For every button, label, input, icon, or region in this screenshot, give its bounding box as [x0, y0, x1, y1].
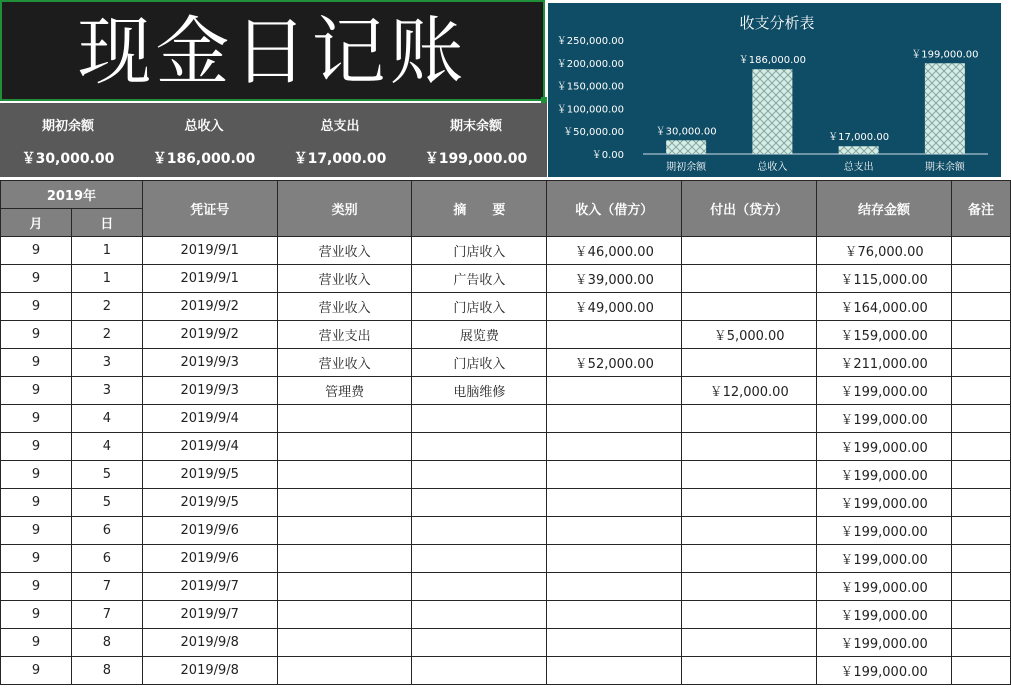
cell-month[interactable]: 9: [1, 237, 72, 265]
cell-income[interactable]: [547, 433, 682, 461]
cell-note[interactable]: [952, 461, 1011, 489]
table-row: [1, 433, 1011, 461]
cell-expense[interactable]: [682, 293, 817, 321]
cell-category[interactable]: [277, 433, 412, 461]
cell-note[interactable]: [952, 517, 1011, 545]
cell-note[interactable]: [952, 293, 1011, 321]
cell-category[interactable]: [277, 489, 412, 517]
cell-balance[interactable]: ￥115,000.00: [817, 265, 952, 293]
x-tick-label: 总支出: [843, 162, 874, 173]
header-category[interactable]: 类别: [277, 181, 412, 237]
cell-expense[interactable]: [682, 461, 817, 489]
table-row: [1, 573, 1011, 601]
cell-expense[interactable]: [682, 237, 817, 265]
cell-balance[interactable]: ￥199,000.00: [817, 657, 952, 685]
summary-label: 总收入: [184, 119, 224, 134]
cell-balance[interactable]: ￥199,000.00: [817, 517, 952, 545]
cell-voucher[interactable]: 2019/9/1: [142, 237, 277, 265]
cell-note[interactable]: [952, 349, 1011, 377]
cell-note[interactable]: [952, 265, 1011, 293]
cell-summary[interactable]: [412, 461, 547, 489]
bar[interactable]: [925, 63, 965, 154]
cell-summary[interactable]: [412, 657, 547, 685]
summary-label: 期初余额: [41, 119, 94, 134]
cell-balance[interactable]: ￥159,000.00: [817, 321, 952, 349]
cell-voucher[interactable]: 2019/9/3: [142, 377, 277, 405]
cell-summary[interactable]: 门店收入: [412, 237, 547, 265]
cell-month[interactable]: 9: [1, 461, 72, 489]
cell-voucher[interactable]: 2019/9/6: [142, 517, 277, 545]
cell-income[interactable]: ￥49,000.00: [547, 293, 682, 321]
cell-income[interactable]: [547, 545, 682, 573]
cell-category[interactable]: 营业支出: [277, 321, 412, 349]
cash-journal-table: [0, 180, 1011, 685]
cell-month[interactable]: 9: [1, 489, 72, 517]
cell-day[interactable]: 1: [71, 265, 142, 293]
x-tick-label: 总收入: [757, 162, 788, 173]
table-row: [1, 517, 1011, 545]
cell-note[interactable]: [952, 237, 1011, 265]
y-tick-label: ￥0.00: [591, 150, 624, 161]
cell-month[interactable]: 9: [1, 321, 72, 349]
bar-series: [656, 49, 979, 154]
cell-summary[interactable]: [412, 545, 547, 573]
cell-month[interactable]: 9: [1, 601, 72, 629]
cell-day[interactable]: 2: [71, 321, 142, 349]
cell-month[interactable]: 9: [1, 349, 72, 377]
year-header[interactable]: 2019年: [1, 181, 143, 209]
cell-voucher[interactable]: 2019/9/7: [142, 573, 277, 601]
x-tick-label: 期末余额: [924, 162, 965, 173]
table-row: [1, 237, 1011, 265]
table-row: [1, 405, 1011, 433]
cell-category[interactable]: [277, 601, 412, 629]
cell-voucher[interactable]: 2019/9/4: [142, 405, 277, 433]
cell-category[interactable]: [277, 461, 412, 489]
cell-note[interactable]: [952, 433, 1011, 461]
cell-balance[interactable]: ￥199,000.00: [817, 545, 952, 573]
bar[interactable]: [839, 146, 879, 154]
cell-balance[interactable]: ￥199,000.00: [817, 489, 952, 517]
table-row: [1, 545, 1011, 573]
cell-month[interactable]: 9: [1, 405, 72, 433]
cell-note[interactable]: [952, 489, 1011, 517]
cell-category[interactable]: [277, 545, 412, 573]
cell-balance[interactable]: ￥199,000.00: [817, 377, 952, 405]
table-row: [1, 293, 1011, 321]
cell-balance[interactable]: ￥164,000.00: [817, 293, 952, 321]
cell-voucher[interactable]: 2019/9/3: [142, 349, 277, 377]
bar-value-label: ￥199,000.00: [911, 49, 979, 61]
cell-voucher[interactable]: 2019/9/6: [142, 545, 277, 573]
bar[interactable]: [666, 140, 706, 154]
cell-income[interactable]: [547, 489, 682, 517]
cell-category[interactable]: 营业收入: [277, 265, 412, 293]
cell-category[interactable]: 管理费: [277, 377, 412, 405]
cell-income[interactable]: ￥39,000.00: [547, 265, 682, 293]
cell-expense[interactable]: [682, 545, 817, 573]
cell-day[interactable]: 5: [71, 489, 142, 517]
page-title[interactable]: 现金日记账: [0, 0, 545, 101]
cell-category[interactable]: [277, 573, 412, 601]
summary-total-income[interactable]: [136, 103, 272, 177]
cell-income[interactable]: [547, 573, 682, 601]
cell-voucher[interactable]: 2019/9/5: [142, 489, 277, 517]
summary-opening-balance[interactable]: [0, 103, 136, 177]
y-tick-label: ￥200,000.00: [556, 58, 624, 70]
chart-title: 收支分析表: [739, 14, 815, 32]
header-income[interactable]: 收入（借方）: [547, 181, 682, 237]
cell-day[interactable]: 5: [71, 461, 142, 489]
cell-expense[interactable]: [682, 629, 817, 657]
bar-value-label: ￥186,000.00: [738, 55, 807, 67]
cell-expense[interactable]: [682, 517, 817, 545]
cell-category[interactable]: [277, 405, 412, 433]
cell-month[interactable]: 9: [1, 657, 72, 685]
y-tick-label: ￥250,000.00: [556, 36, 624, 47]
chart-canvas: [548, 3, 1001, 177]
cell-expense[interactable]: [682, 405, 817, 433]
cell-voucher[interactable]: 2019/9/5: [142, 461, 277, 489]
cell-income[interactable]: [547, 657, 682, 685]
cell-summary[interactable]: 电脑维修: [412, 377, 547, 405]
cell-summary[interactable]: 门店收入: [412, 293, 547, 321]
cell-day[interactable]: 3: [71, 377, 142, 405]
cell-summary[interactable]: [412, 405, 547, 433]
cell-voucher[interactable]: 2019/9/2: [142, 321, 277, 349]
table-row: [1, 601, 1011, 629]
cell-summary[interactable]: [412, 433, 547, 461]
summary-value: ￥30,000.00: [21, 151, 115, 167]
cell-month[interactable]: 9: [1, 545, 72, 573]
cell-voucher[interactable]: 2019/9/7: [142, 601, 277, 629]
cell-month[interactable]: 9: [1, 573, 72, 601]
cell-category[interactable]: 营业收入: [277, 293, 412, 321]
cell-balance[interactable]: ￥199,000.00: [817, 601, 952, 629]
table-row: [1, 657, 1011, 685]
cell-expense[interactable]: [682, 433, 817, 461]
cell-summary[interactable]: [412, 601, 547, 629]
cell-summary[interactable]: 门店收入: [412, 349, 547, 377]
cell-balance[interactable]: ￥199,000.00: [817, 405, 952, 433]
cell-summary[interactable]: [412, 517, 547, 545]
table-row: [1, 461, 1011, 489]
cell-expense[interactable]: [682, 657, 817, 685]
cell-category[interactable]: [277, 657, 412, 685]
cell-month[interactable]: 9: [1, 517, 72, 545]
cell-income[interactable]: [547, 601, 682, 629]
bar-value-label: ￥17,000.00: [828, 132, 890, 144]
y-tick-label: ￥150,000.00: [556, 81, 624, 93]
cell-balance[interactable]: ￥199,000.00: [817, 461, 952, 489]
cell-voucher[interactable]: 2019/9/4: [142, 433, 277, 461]
cell-day[interactable]: 4: [71, 433, 142, 461]
cell-note[interactable]: [952, 405, 1011, 433]
cell-income[interactable]: [547, 461, 682, 489]
cell-month[interactable]: 9: [1, 377, 72, 405]
cell-day[interactable]: 7: [71, 573, 142, 601]
cell-voucher[interactable]: 2019/9/8: [142, 629, 277, 657]
table-row: [1, 321, 1011, 349]
cell-income[interactable]: [547, 321, 682, 349]
cell-balance[interactable]: ￥211,000.00: [817, 349, 952, 377]
header-expense[interactable]: 付出（贷方）: [682, 181, 817, 237]
cell-voucher[interactable]: 2019/9/1: [142, 265, 277, 293]
cell-note[interactable]: [952, 321, 1011, 349]
cell-day[interactable]: 1: [71, 237, 142, 265]
summary-label: 总支出: [320, 119, 360, 134]
cell-day[interactable]: 8: [71, 629, 142, 657]
cell-voucher[interactable]: 2019/9/2: [142, 293, 277, 321]
summary-panel: [0, 103, 547, 177]
summary-value: ￥17,000.00: [293, 151, 387, 167]
cell-note[interactable]: [952, 629, 1011, 657]
summary-closing-balance[interactable]: [408, 103, 544, 177]
bar-value-label: ￥30,000.00: [655, 126, 717, 138]
cell-day[interactable]: 6: [71, 545, 142, 573]
cell-note[interactable]: [952, 573, 1011, 601]
cell-day[interactable]: 7: [71, 601, 142, 629]
cell-income[interactable]: [547, 377, 682, 405]
y-tick-label: ￥100,000.00: [556, 104, 624, 116]
cell-summary[interactable]: 广告收入: [412, 265, 547, 293]
cell-category[interactable]: [277, 629, 412, 657]
cell-expense[interactable]: [682, 489, 817, 517]
table-row: [1, 349, 1011, 377]
table-row: [1, 629, 1011, 657]
cell-income[interactable]: [547, 405, 682, 433]
cell-expense[interactable]: [682, 601, 817, 629]
cell-income[interactable]: ￥52,000.00: [547, 349, 682, 377]
header-balance[interactable]: 结存金额: [817, 181, 952, 237]
cell-summary[interactable]: [412, 573, 547, 601]
cell-summary[interactable]: [412, 489, 547, 517]
header-month[interactable]: 月: [1, 209, 72, 237]
summary-value: ￥186,000.00: [152, 151, 256, 167]
cell-summary[interactable]: [412, 629, 547, 657]
table-row: [1, 377, 1011, 405]
cell-expense[interactable]: ￥5,000.00: [682, 321, 817, 349]
cell-balance[interactable]: ￥199,000.00: [817, 433, 952, 461]
y-tick-label: ￥50,000.00: [563, 127, 624, 139]
cell-month[interactable]: 9: [1, 629, 72, 657]
cell-income[interactable]: [547, 629, 682, 657]
cell-month[interactable]: 9: [1, 433, 72, 461]
cell-day[interactable]: 6: [71, 517, 142, 545]
cell-note[interactable]: [952, 657, 1011, 685]
cell-income[interactable]: [547, 517, 682, 545]
cell-income[interactable]: ￥46,000.00: [547, 237, 682, 265]
x-axis: [666, 160, 966, 173]
cell-category[interactable]: 营业收入: [277, 349, 412, 377]
y-axis: [557, 36, 624, 161]
bar[interactable]: [752, 69, 792, 154]
cell-balance[interactable]: ￥199,000.00: [817, 573, 952, 601]
header-day[interactable]: 日: [71, 209, 142, 237]
cell-expense[interactable]: [682, 349, 817, 377]
cell-expense[interactable]: [682, 265, 817, 293]
summary-total-expense[interactable]: [272, 103, 408, 177]
cell-month[interactable]: 9: [1, 293, 72, 321]
cell-category[interactable]: 营业收入: [277, 237, 412, 265]
summary-label: 期末余额: [449, 119, 502, 134]
cell-expense[interactable]: [682, 573, 817, 601]
cell-balance[interactable]: ￥199,000.00: [817, 629, 952, 657]
cell-voucher[interactable]: 2019/9/8: [142, 657, 277, 685]
header-note[interactable]: 备注: [952, 181, 1011, 237]
income-expense-chart[interactable]: [548, 3, 1001, 177]
cell-day[interactable]: 4: [71, 405, 142, 433]
cell-note[interactable]: [952, 601, 1011, 629]
cell-category[interactable]: [277, 517, 412, 545]
x-tick-label: 期初余额: [666, 162, 707, 173]
cell-day[interactable]: 3: [71, 349, 142, 377]
cell-expense[interactable]: ￥12,000.00: [682, 377, 817, 405]
summary-value: ￥199,000.00: [424, 151, 528, 167]
cell-note[interactable]: [952, 545, 1011, 573]
header-voucher[interactable]: 凭证号: [142, 181, 277, 237]
cell-day[interactable]: 8: [71, 657, 142, 685]
table-body: [1, 237, 1011, 685]
table-row: [1, 265, 1011, 293]
cell-summary[interactable]: 展览费: [412, 321, 547, 349]
cell-day[interactable]: 2: [71, 293, 142, 321]
table-row: [1, 489, 1011, 517]
header-summary[interactable]: 摘 要: [412, 181, 547, 237]
cell-balance[interactable]: ￥76,000.00: [817, 237, 952, 265]
cell-note[interactable]: [952, 377, 1011, 405]
cell-month[interactable]: 9: [1, 265, 72, 293]
